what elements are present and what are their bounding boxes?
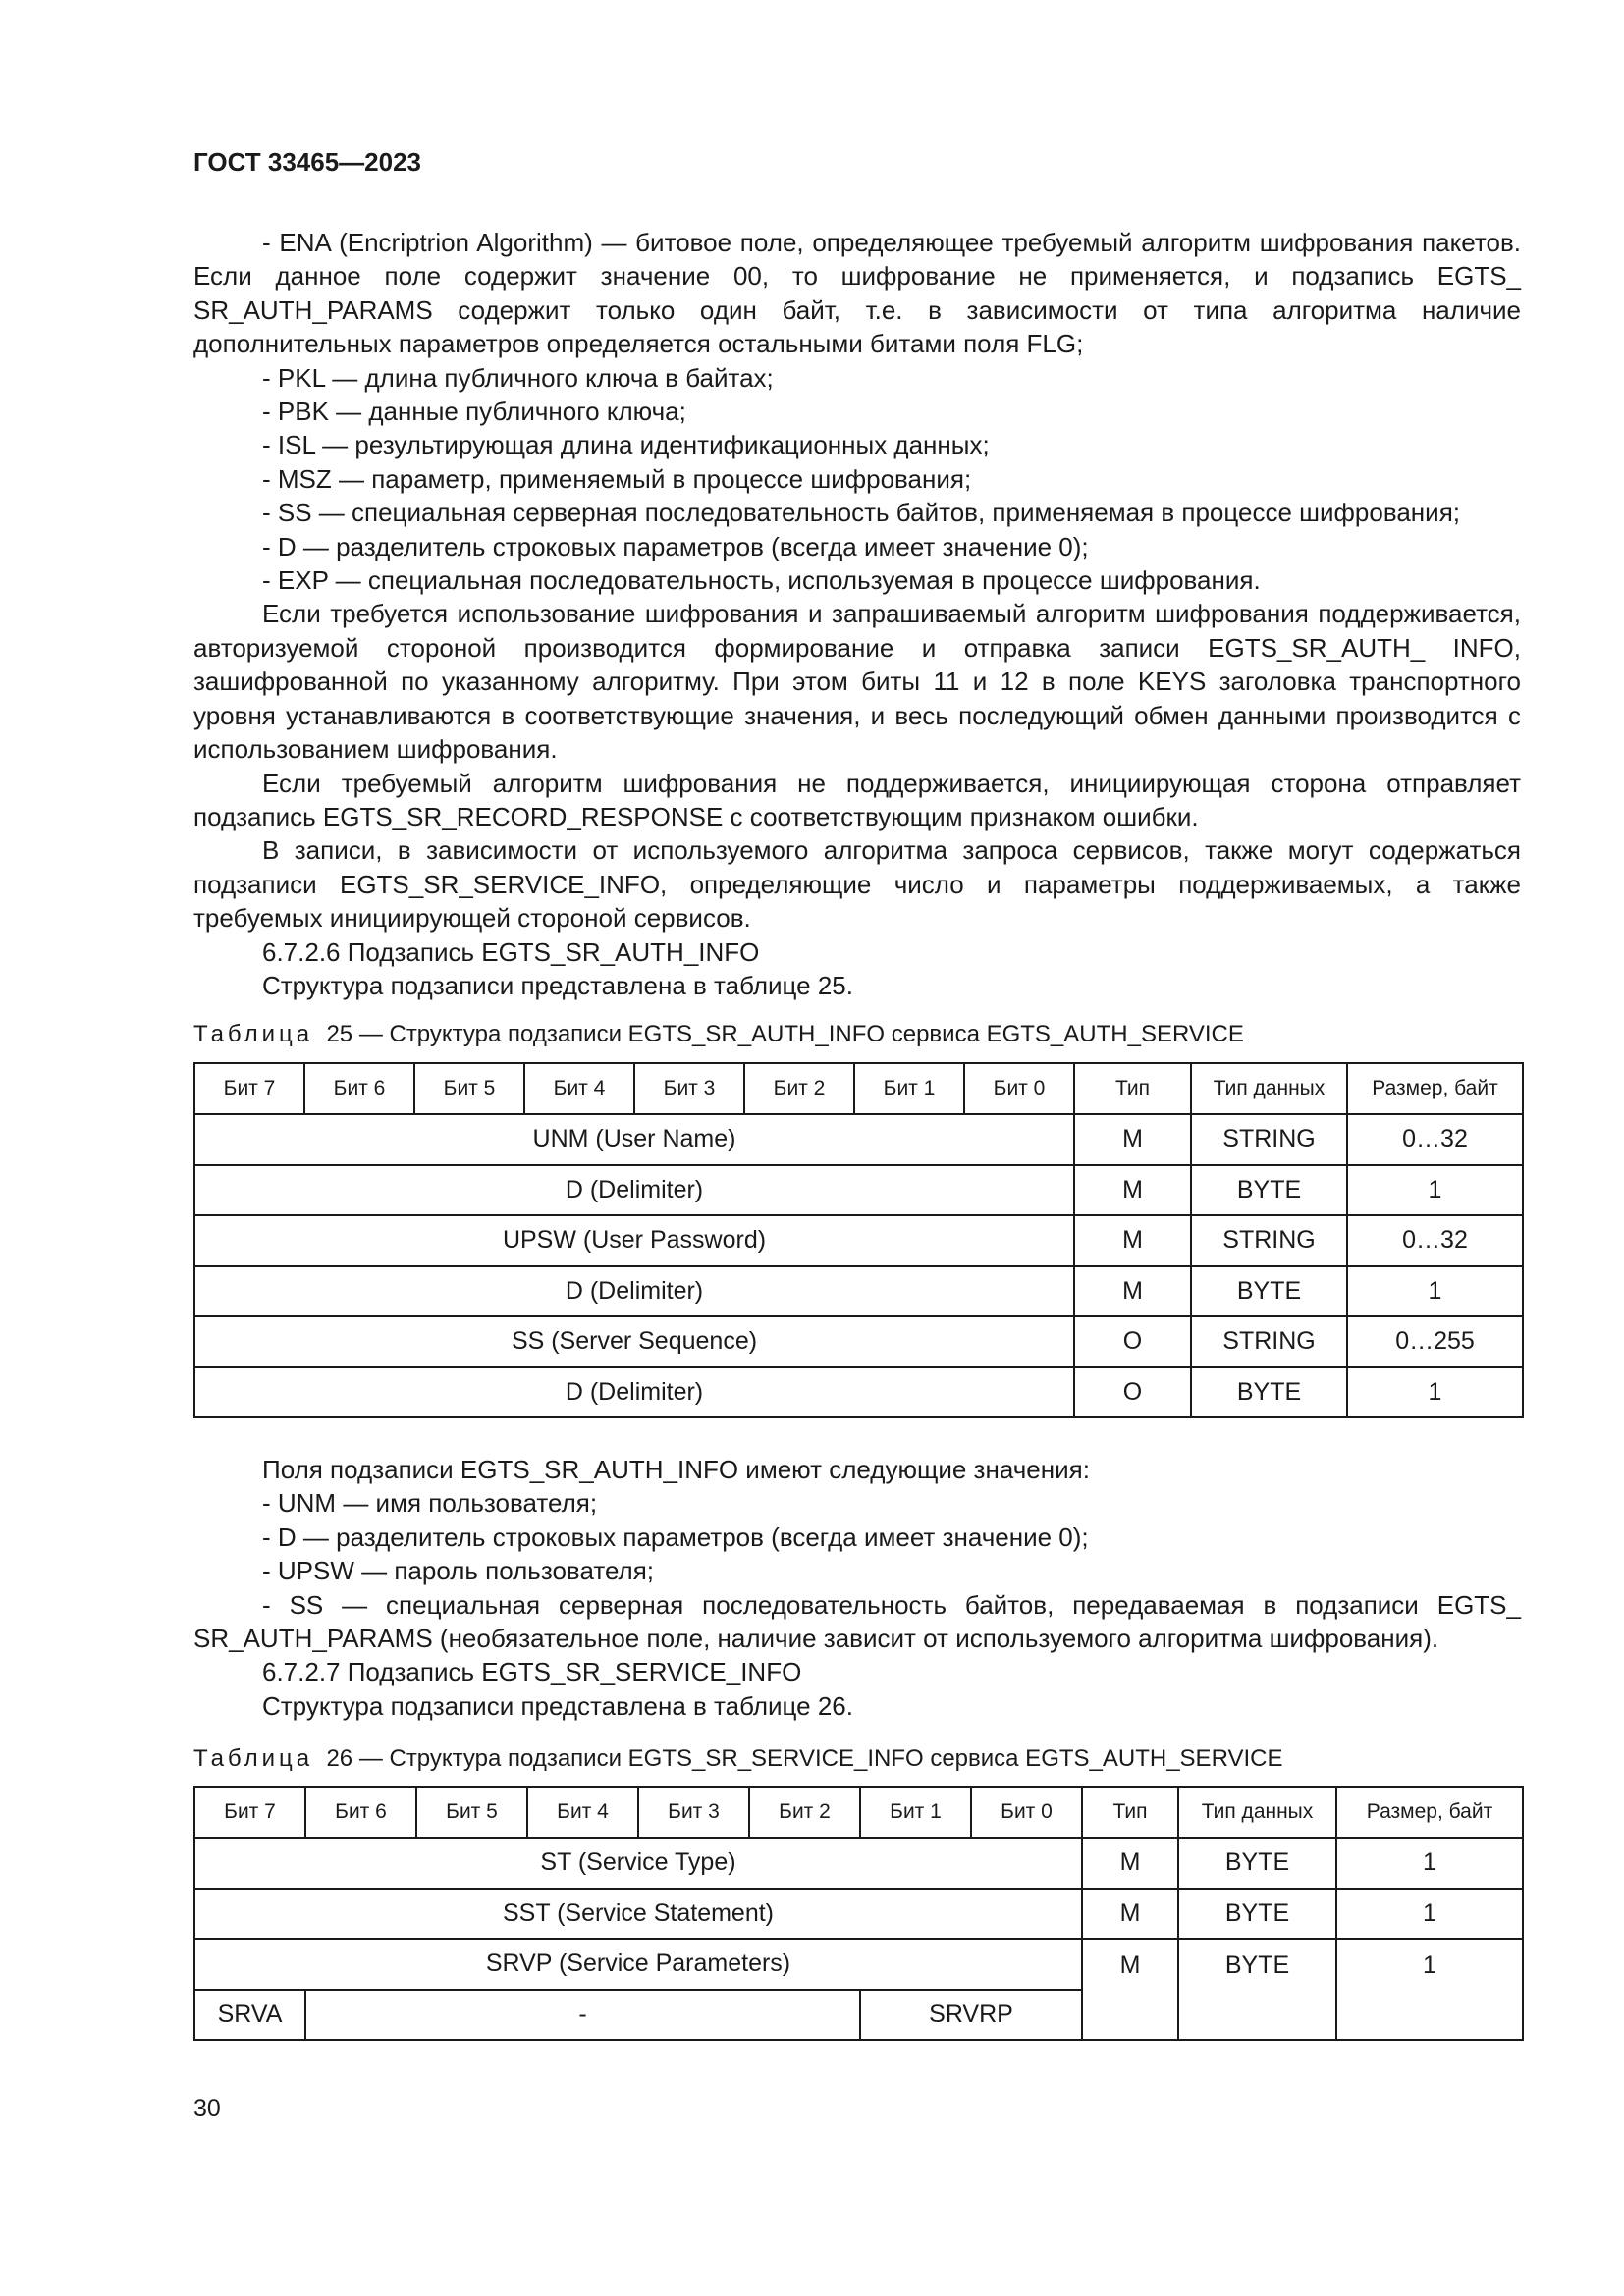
header-cell: Бит 2	[749, 1787, 860, 1838]
list-item-d: - D — разделитель строковых параметров (всегда имеет значение 0);	[262, 531, 1089, 561]
field-cell: UNM (User Name)	[194, 1114, 1074, 1165]
field-cell: SRVP (Service Parameters)	[194, 1939, 1082, 1990]
header-cell: Бит 1	[860, 1787, 971, 1838]
table-row	[194, 1838, 1523, 1889]
size-cell: 1	[1336, 1939, 1523, 2040]
field-cell: SS (Server Sequence)	[194, 1316, 1074, 1367]
type-cell: M	[1082, 1838, 1178, 1889]
header-cell: Бит 3	[638, 1787, 749, 1838]
section-heading-6-7-2-7: 6.7.2.7 Подзапись EGTS_SR_SERVICE_INFO	[262, 1657, 802, 1687]
table25-caption-word: Таблица	[193, 1021, 314, 1047]
page-number: 30	[193, 2095, 221, 2122]
header-cell: Бит 3	[634, 1063, 744, 1114]
paragraph-service-info: В записи, в зависимости от используемого алгоритма запроса сервисов, также могут содержаться подзаписи EGTS_SR_SERVICE_INFO, определяющие число и параметры поддерживаемых, а также требуемых инициирующей стороной сервисов.	[193, 835, 1521, 934]
reserved-cell: -	[305, 1990, 860, 2041]
table-header-row	[194, 1787, 1523, 1838]
data-type-cell: STRING	[1191, 1114, 1347, 1165]
data-type-cell: STRING	[1191, 1215, 1347, 1266]
header-cell: Бит 0	[971, 1787, 1082, 1838]
size-cell: 1	[1336, 1838, 1523, 1889]
type-cell: M	[1074, 1215, 1191, 1266]
header-cell: Бит 7	[194, 1787, 305, 1838]
size-cell: 1	[1347, 1367, 1523, 1418]
paragraph-ena: - ENA (Encriptrion Algorithm) — битовое поле, определяющее требуемый алгоритм шифрования пакетов. Если данное поле содержит значение 00, то шифрование не применяется, и подзапись EGTS_ SR_AUTH_PARAMS содержит только один байт, т.е. в зависимости от типа алгоритма наличие дополнительных параметров определяется остальными битами поля FLG;	[193, 228, 1521, 359]
header-cell: Бит 4	[527, 1787, 638, 1838]
type-cell: M	[1082, 1889, 1178, 1940]
header-cell: Тип	[1082, 1787, 1178, 1838]
paragraph-table26-ref: Структура подзаписи представлена в таблице 26.	[262, 1690, 853, 1721]
paragraph-encryption-unsupported: Если требуемый алгоритм шифрования не поддерживается, инициирующая сторона отправляет подзапись EGTS_SR_RECORD_RESPONSE с соответствующим признаком ошибки.	[193, 768, 1521, 831]
type-cell: M	[1074, 1266, 1191, 1317]
data-type-cell: BYTE	[1191, 1165, 1347, 1216]
list-item-unm: - UNM — имя пользователя;	[262, 1488, 598, 1519]
table-row	[194, 1889, 1523, 1940]
list-item-msz: - MSZ — параметр, применяемый в процессе шифрования;	[262, 463, 972, 494]
table-row	[194, 1316, 1523, 1367]
table-row	[194, 1215, 1523, 1266]
list-item-d: - D — разделитель строковых параметров (всегда имеет значение 0);	[262, 1522, 1089, 1552]
data-type-cell: BYTE	[1178, 1939, 1336, 2040]
list-item-pkl: - PKL — длина публичного ключа в байтах;	[262, 362, 774, 393]
list-item-upsw: - UPSW — пароль пользователя;	[262, 1556, 655, 1586]
header-cell: Бит 5	[416, 1787, 527, 1838]
table25-caption	[193, 1021, 1244, 1048]
data-type-cell: BYTE	[1191, 1266, 1347, 1317]
table-26	[193, 1786, 1524, 2041]
table-row	[194, 1266, 1523, 1317]
body-text-top	[193, 226, 1521, 1002]
table-row	[194, 1939, 1523, 1990]
field-cell: ST (Service Type)	[194, 1838, 1082, 1889]
field-cell: D (Delimiter)	[194, 1165, 1074, 1216]
data-type-cell: BYTE	[1178, 1889, 1336, 1940]
section-heading-6-7-2-6: 6.7.2.6 Подзапись EGTS_SR_AUTH_INFO	[262, 936, 760, 967]
table26-caption-text: 26 — Структура подзаписи EGTS_SR_SERVICE_INFO сервиса EGTS_AUTH_SERVICE	[326, 1745, 1283, 1772]
body-text-middle	[193, 1453, 1521, 1723]
header-cell: Бит 2	[744, 1063, 854, 1114]
paragraph-table25-ref: Структура подзаписи представлена в таблице 25.	[262, 970, 853, 1000]
table-row	[194, 1367, 1523, 1418]
type-cell: O	[1074, 1316, 1191, 1367]
table-row	[194, 1165, 1523, 1216]
size-cell: 1	[1347, 1266, 1523, 1317]
list-item-pbk: - PBK — данные публичного ключа;	[262, 397, 686, 427]
paragraph-encryption-supported: Если требуется использование шифрования и запрашиваемый алгоритм шифрования поддерживается, авторизуемой стороной производится формирование и отправка записи EGTS_SR_AUTH_ INFO, зашифрованной по указанному алгоритму. При этом биты 11 и 12 в поле KEYS заголовка транспортного уровня устанавливаются в соответствующие значения, и весь последующий обмен данными производится с использованием шифрования.	[193, 599, 1521, 765]
list-item-exp: - EXP — специальная последовательность, используемая в процессе шифрования.	[262, 565, 1261, 596]
list-item-ss: - SS — специальная серверная последовательность байтов, применяемая в процессе шифрования;	[262, 498, 1460, 528]
header-cell: Бит 1	[854, 1063, 964, 1114]
header-cell: Бит 0	[964, 1063, 1074, 1114]
table25-caption-text: 25 — Структура подзаписи EGTS_SR_AUTH_INFO сервиса EGTS_AUTH_SERVICE	[326, 1021, 1244, 1047]
field-cell: SST (Service Statement)	[194, 1889, 1082, 1940]
size-cell: 1	[1347, 1165, 1523, 1216]
field-cell: UPSW (User Password)	[194, 1215, 1074, 1266]
table26-caption	[193, 1745, 1282, 1773]
data-type-cell: BYTE	[1191, 1367, 1347, 1418]
header-cell: Тип	[1074, 1063, 1191, 1114]
list-item-isl: - ISL — результирующая длина идентификационных данных;	[262, 430, 990, 460]
table26-caption-word: Таблица	[193, 1745, 314, 1772]
table-row	[194, 1114, 1523, 1165]
size-cell: 0…255	[1347, 1316, 1523, 1367]
header-cell: Тип данных	[1178, 1787, 1336, 1838]
data-type-cell: BYTE	[1178, 1838, 1336, 1889]
type-cell: M	[1074, 1165, 1191, 1216]
table-25	[193, 1062, 1524, 1418]
data-type-cell: STRING	[1191, 1316, 1347, 1367]
size-cell: 0…32	[1347, 1215, 1523, 1266]
header-cell: Бит 4	[524, 1063, 634, 1114]
field-cell: D (Delimiter)	[194, 1266, 1074, 1317]
document-header: ГОСТ 33465—2023	[193, 147, 421, 177]
type-cell: O	[1074, 1367, 1191, 1418]
type-cell: M	[1074, 1114, 1191, 1165]
table-header-row	[194, 1063, 1523, 1114]
header-cell: Размер, байт	[1336, 1787, 1523, 1838]
paragraph-fields-intro: Поля подзаписи EGTS_SR_AUTH_INFO имеют следующие значения:	[262, 1455, 1090, 1484]
header-cell: Размер, байт	[1347, 1063, 1523, 1114]
srvrp-cell: SRVRP	[860, 1990, 1082, 2041]
field-cell: D (Delimiter)	[194, 1367, 1074, 1418]
header-cell: Бит 5	[414, 1063, 524, 1114]
size-cell: 1	[1336, 1889, 1523, 1940]
srva-cell: SRVA	[194, 1990, 305, 2041]
type-cell: M	[1082, 1939, 1178, 2040]
list-item-ss: - SS — специальная серверная последовательность байтов, передаваемая в подзаписи EGTS_ SR_AUTH_PARAMS (необязательное поле, наличие зависит от используемого алгоритма шифрования).	[193, 1589, 1521, 1654]
header-cell: Тип данных	[1191, 1063, 1347, 1114]
header-cell: Бит 7	[194, 1063, 304, 1114]
size-cell: 0…32	[1347, 1114, 1523, 1165]
header-cell: Бит 6	[305, 1787, 416, 1838]
header-cell: Бит 6	[304, 1063, 414, 1114]
